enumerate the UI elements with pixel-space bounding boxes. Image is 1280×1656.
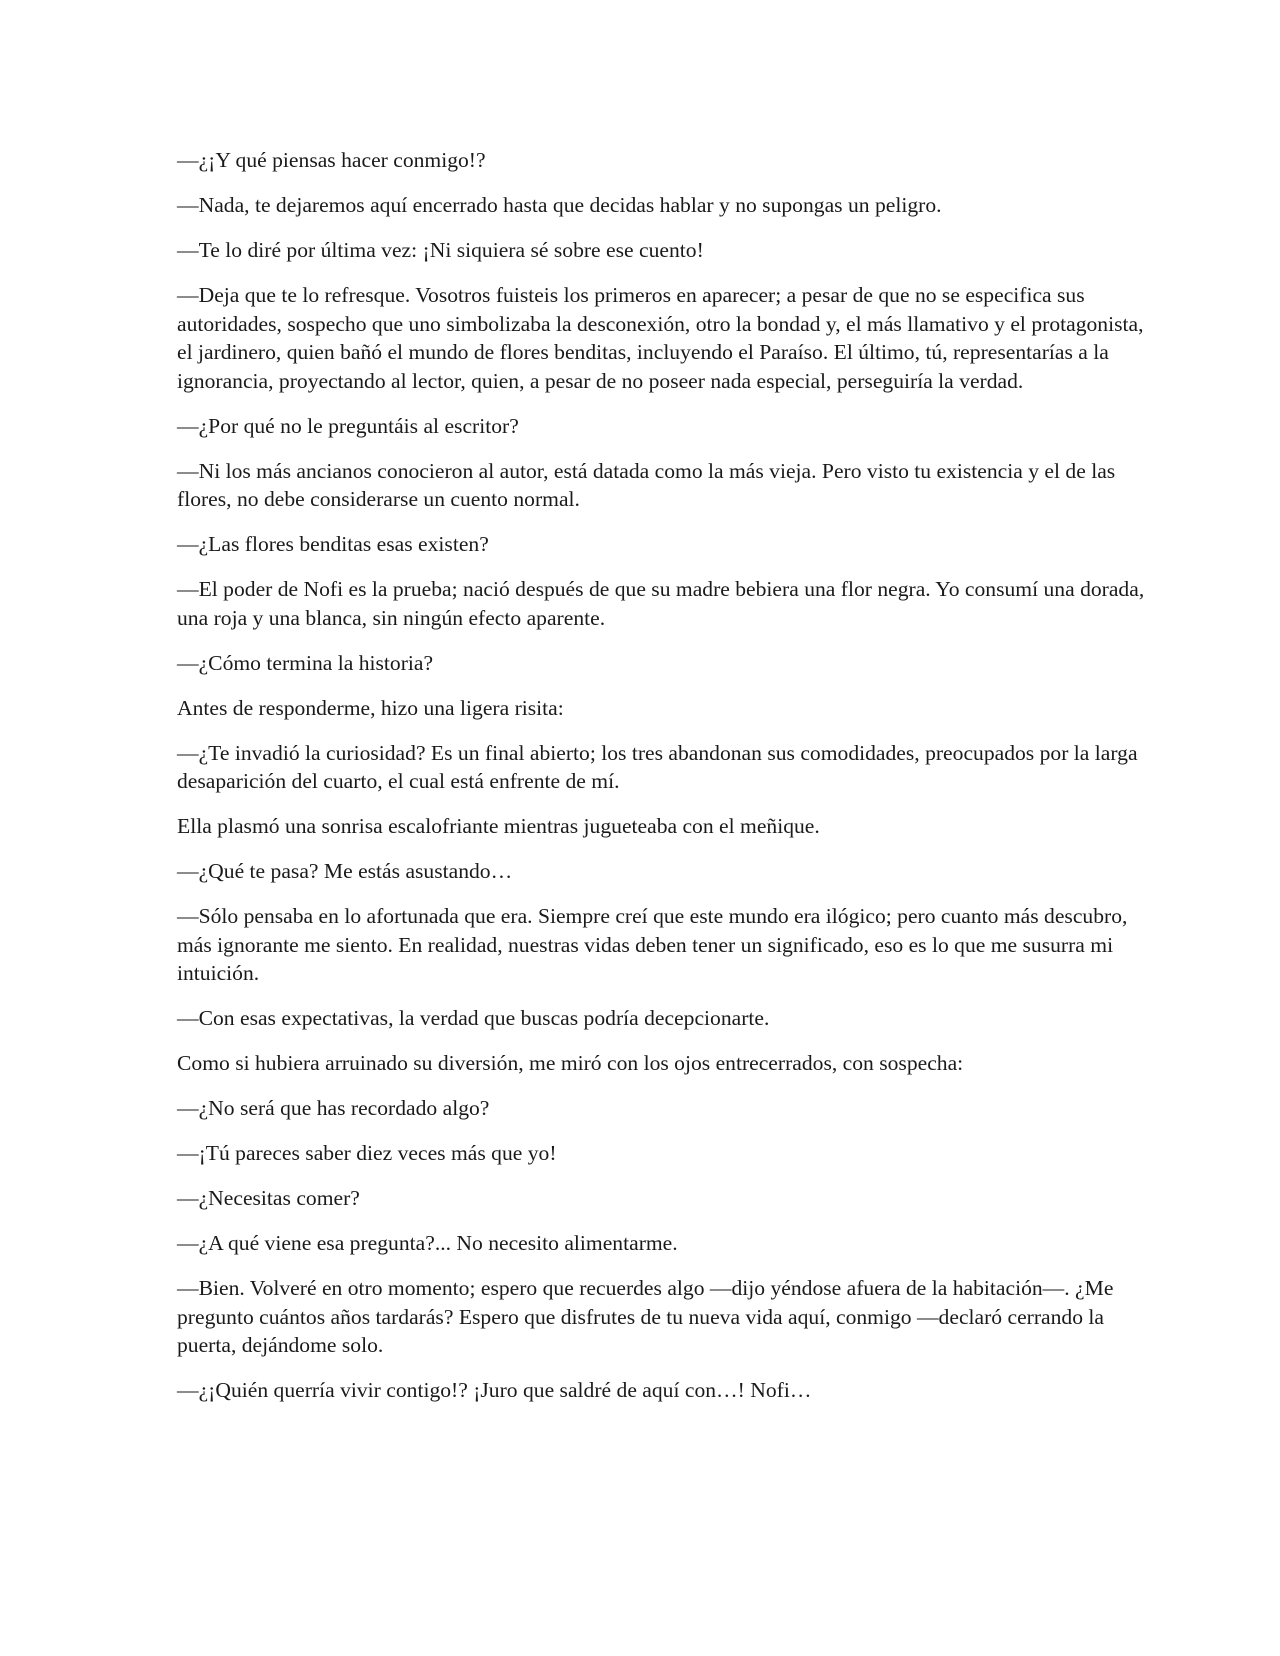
paragraph: —¿A qué viene esa pregunta?... No necesito alimentarme. xyxy=(177,1231,678,1255)
paragraph: Como si hubiera arruinado su diversión, me miró con los ojos entrecerrados, con sospecha: xyxy=(177,1051,964,1075)
paragraph: —Sólo pensaba en lo afortunada que era. Siempre creí que este mundo era ilógico; pero cuanto más descubro, más ignorante me siento. En realidad, nuestras vidas deben tener un significado, eso es lo que me susurra mi intuición. xyxy=(177,904,1128,985)
paragraph: —Ni los más ancianos conocieron al autor, está datada como la más vieja. Pero visto tu existencia y el de las flores, no debe considerarse un cuento normal. xyxy=(177,458,1116,511)
paragraph: —¿Por qué no le preguntáis al escritor? xyxy=(177,413,519,438)
paragraph: —¿Cómo termina la historia? xyxy=(177,650,434,675)
paragraph: —¿Necesitas comer? xyxy=(177,1186,360,1210)
paragraph: —Deja que te lo refresque. Vosotros fuisteis los primeros en aparecer; a pesar de que no se especifica sus autoridades, sospecho que uno simbolizaba la desconexión, otro la bondad y, el más llamativo y el protagonista, el jardinero, quien bañó el mundo de flores benditas, incluyendo el Paraíso. El último, tú, representarías a la ignorancia, proyectando al lector, quien, a pesar de no poseer nada especial, perseguiría la verdad. xyxy=(177,283,1144,393)
paragraph: —¡Tú pareces saber diez veces más que yo! xyxy=(177,1141,557,1165)
paragraph: —El poder de Nofi es la prueba; nació después de que su madre bebiera una flor negra. Yo consumí una dorada, una roja y una blanca, sin ningún efecto aparente. xyxy=(177,577,1145,630)
paragraph: Antes de responderme, hizo una ligera risita: xyxy=(177,695,564,720)
paragraph: Ella plasmó una sonrisa escalofriante mientras jugueteaba con el meñique. xyxy=(177,814,820,838)
paragraph: —Nada, te dejaremos aquí encerrado hasta que decidas hablar y no supongas un peligro. xyxy=(177,193,942,217)
paragraph: —¿¡Y qué piensas hacer conmigo!? xyxy=(177,148,486,172)
paragraph: —Te lo diré por última vez: ¡Ni siquiera sé sobre ese cuento! xyxy=(177,238,704,262)
paragraph: —¿Qué te pasa? Me estás asustando… xyxy=(177,859,513,883)
paragraph: —Bien. Volveré en otro momento; espero que recuerdes algo —dijo yéndose afuera de la habitación—. ¿Me pregunto cuántos años tardarás? Espero que disfrutes de tu nueva vida aquí, conmigo —declaró cerrando la puerta, dejándome solo. xyxy=(177,1276,1114,1357)
paragraph: —¿No será que has recordado algo? xyxy=(177,1096,490,1120)
paragraph: —¿Las flores benditas esas existen? xyxy=(177,532,489,556)
document-page xyxy=(177,146,1159,1421)
paragraph: —Con esas expectativas, la verdad que buscas podría decepcionarte. xyxy=(177,1006,770,1030)
paragraph: —¿Te invadió la curiosidad? Es un final abierto; los tres abandonan sus comodidades, preocupados por la larga desaparición del cuarto, el cual está enfrente de mí. xyxy=(177,740,1138,793)
paragraph: —¿¡Quién querría vivir contigo!? ¡Juro que saldré de aquí con…! Nofi… xyxy=(177,1378,812,1402)
